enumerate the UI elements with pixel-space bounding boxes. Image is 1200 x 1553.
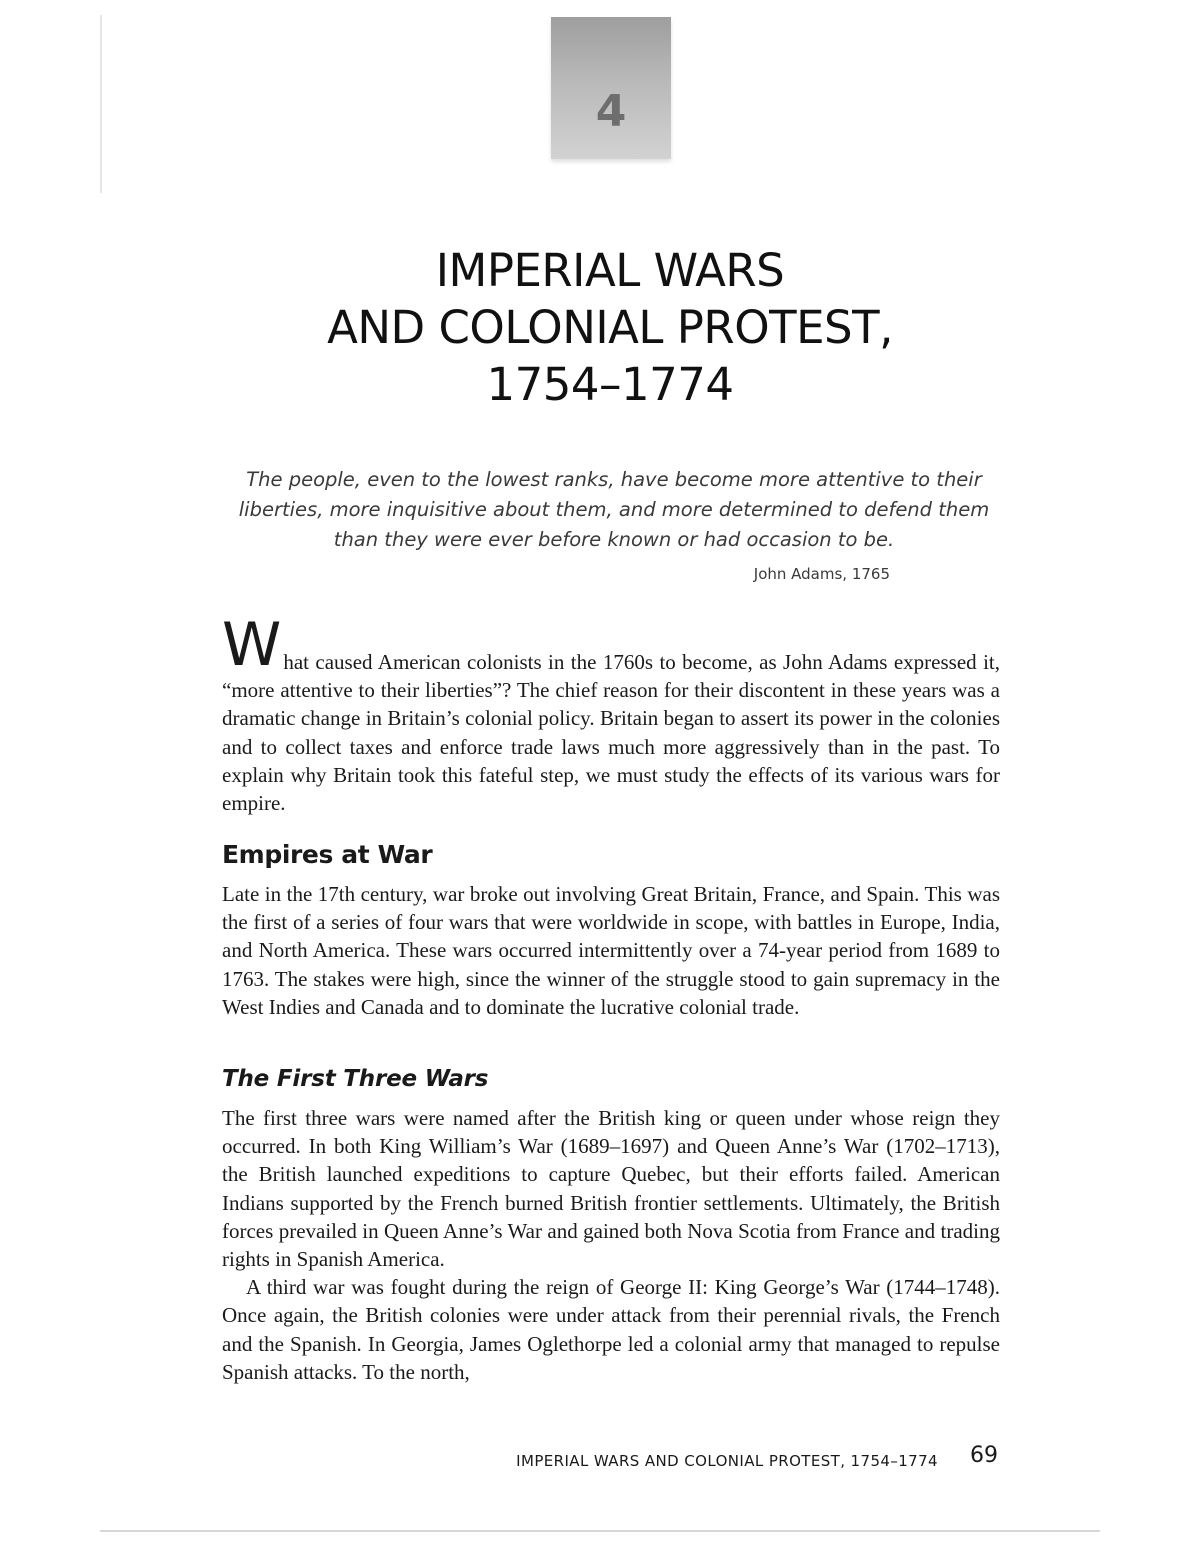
section-heading: Empires at War <box>222 840 433 869</box>
epigraph-quote <box>222 465 1006 555</box>
subsection-body <box>222 1104 1000 1386</box>
section-paragraph <box>222 880 1000 1021</box>
epigraph-line-3: than they were ever before known or had occasion to be. <box>333 528 895 551</box>
page-bottom-rule <box>100 1530 1100 1532</box>
epigraph-line-2: liberties, more inquisitive about them, and more determined to defend them <box>238 498 990 521</box>
chapter-title <box>200 242 1020 413</box>
chapter-number-tab <box>551 17 671 159</box>
epigraph-line-1: The people, even to the lowest ranks, have become more attentive to their <box>246 468 982 491</box>
drop-cap: W <box>222 610 282 680</box>
subsection-heading: The First Three Wars <box>222 1066 489 1092</box>
running-footer-title: IMPERIAL WARS AND COLONIAL PROTEST, 1754–1774 <box>516 1452 938 1470</box>
intro-text: hat caused American colonists in the 1760s to become, as John Adams expressed it, “more attentive to their liberties”? The chief reason for their discontent in these years was a dramatic change in Britain’s colonial policy. Britain began to assert its power in the colonies and to collect taxes and enforce trade laws much more aggressively than in the past. To explain why Britain took this fateful step, we must study the effects of its various wars for empire. <box>222 650 1000 816</box>
page-edge-rule <box>100 15 102 193</box>
section-text: Late in the 17th century, war broke out involving Great Britain, France, and Spain. This was the first of a series of four wars that were worldwide in scope, with battles in Europe, India, and North America. These wars occurred intermittently over a 74-year period from 1689 to 1763. The stakes were high, since the winner of the struggle stood to gain supremacy in the West Indies and Canada and to dominate the lucrative colonial trade. <box>222 882 1000 1019</box>
subsection-paragraph-2: A third war was fought during the reign of George II: King George’s War (1744–1748). Once again, the British colonies were under attack from their perennial rivals, the French and the Spanish. In Georgia, James Oglethorpe led a colonial army that managed to repulse Spanish attacks. To the north, <box>222 1275 1000 1384</box>
page-number: 69 <box>970 1443 998 1468</box>
epigraph-attribution: John Adams, 1765 <box>753 565 890 583</box>
chapter-title-line-3: 1754–1774 <box>486 358 734 411</box>
chapter-title-line-1: IMPERIAL WARS <box>435 244 785 297</box>
chapter-title-line-2: AND COLONIAL PROTEST, <box>327 301 893 354</box>
intro-paragraph <box>222 610 1000 817</box>
chapter-number: 4 <box>595 85 627 137</box>
subsection-paragraph-1: The first three wars were named after the British king or queen under whose reign they occurred. In both King William’s War (1689–1697) and Queen Anne’s War (1702–1713), the British launched expeditions to capture Quebec, but their efforts failed. American Indians supported by the French burned British frontier settlements. Ultimately, the British forces prevailed in Queen Anne’s War and gained both Nova Scotia from France and trading rights in Spanish America. <box>222 1106 1000 1272</box>
